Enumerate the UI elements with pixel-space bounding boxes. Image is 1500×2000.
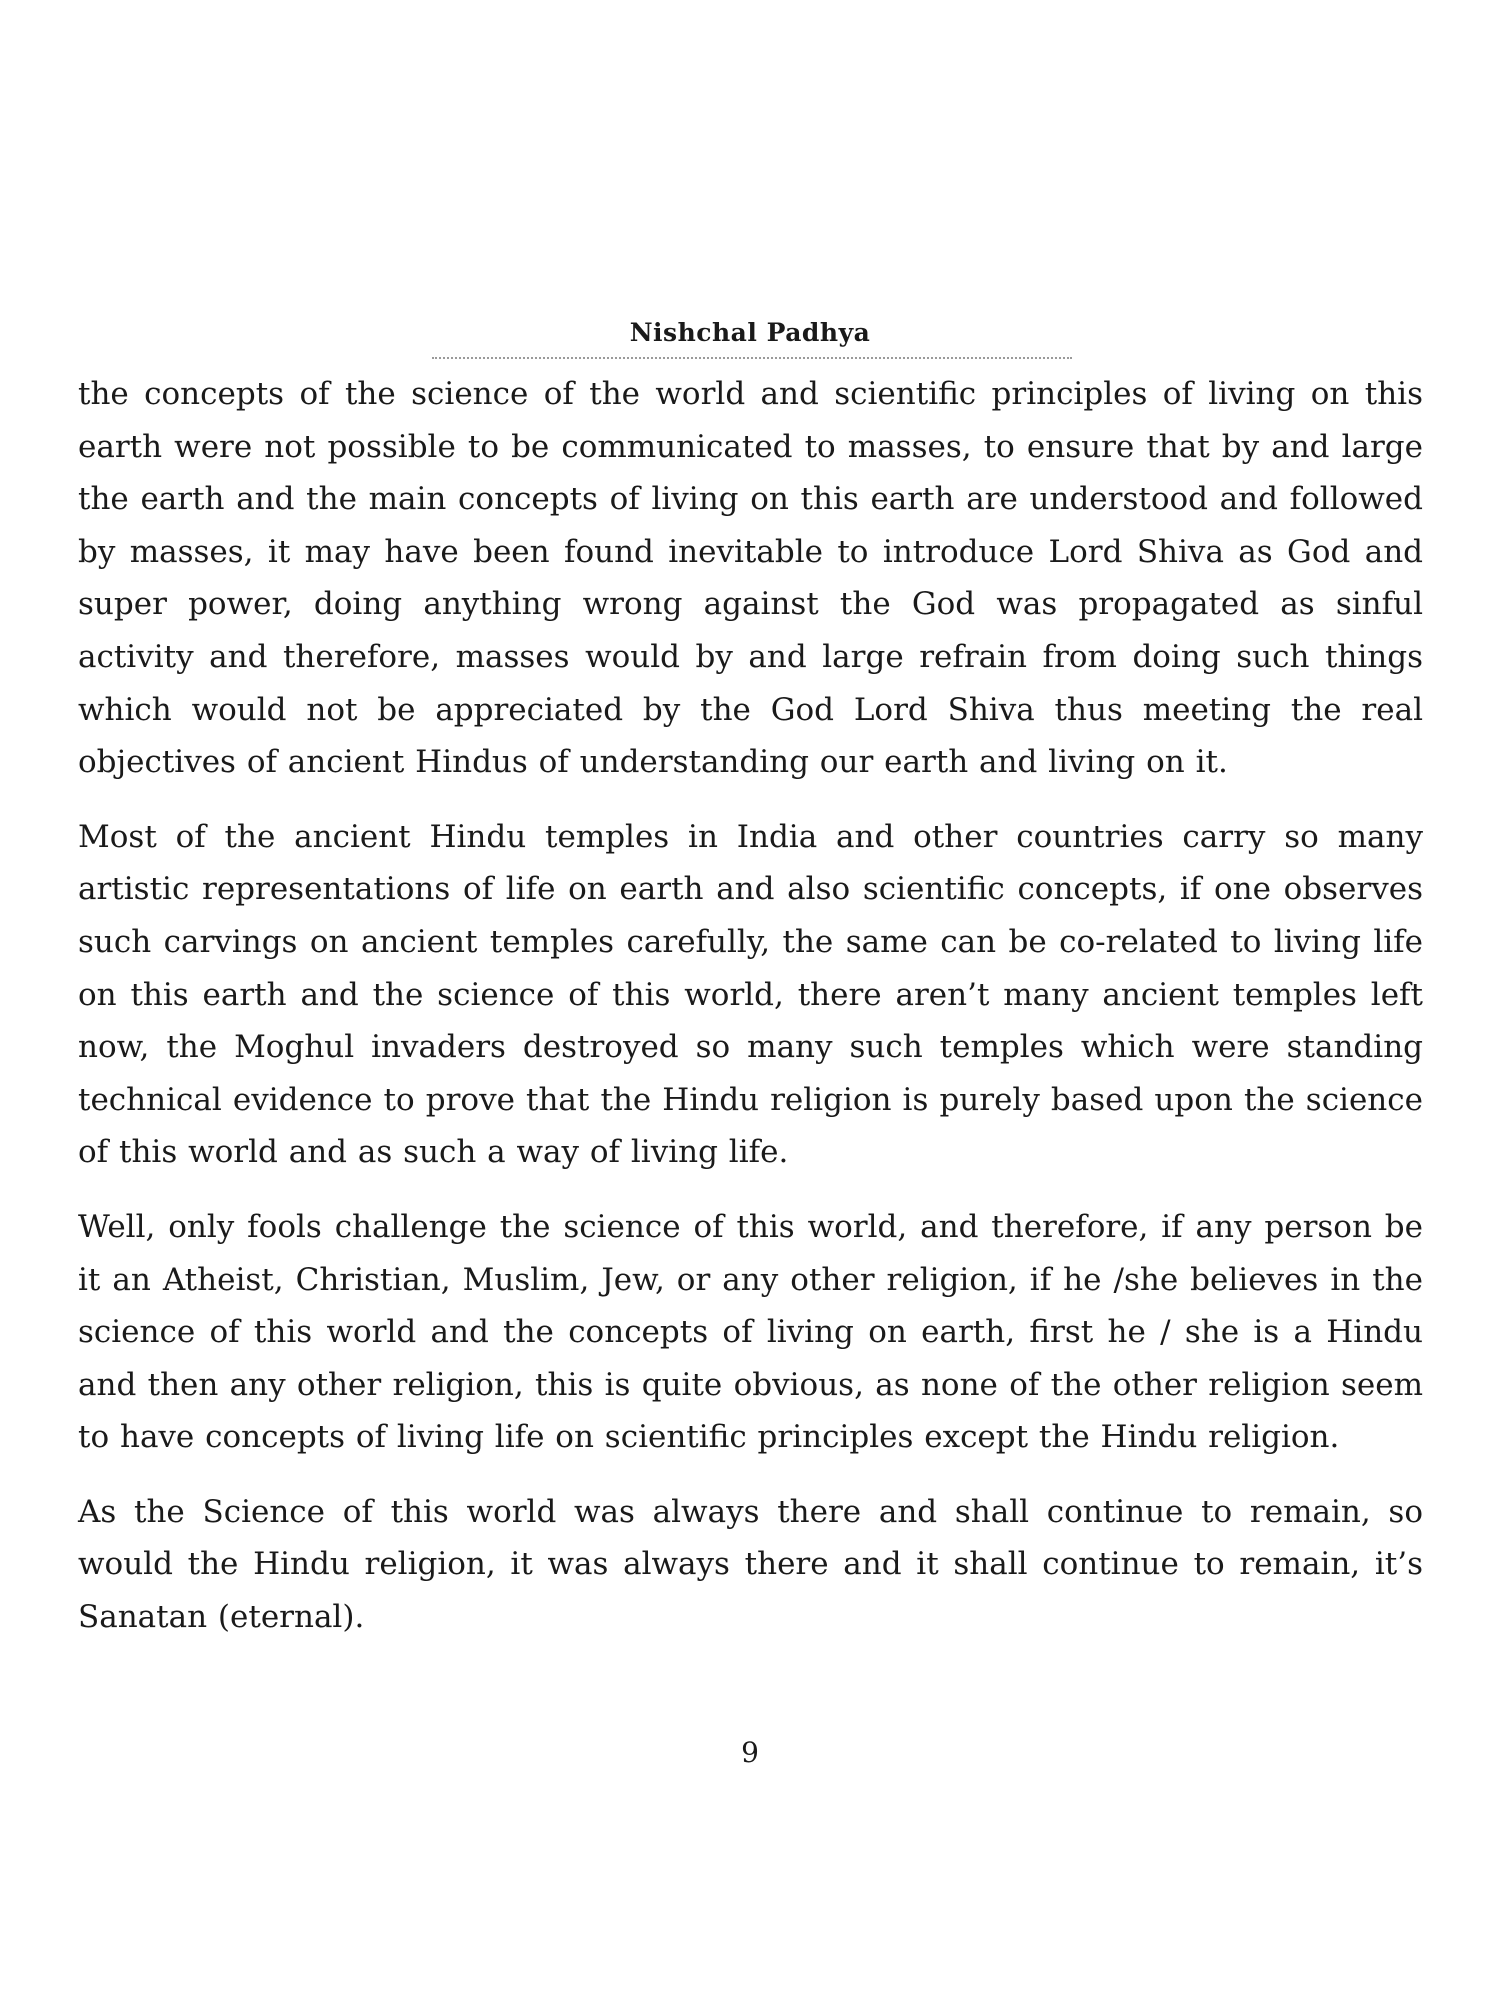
paragraph-4: As the Science of this world was always there and shall continue to remain, so would the Hindu religion, it was always there and it shall continue to remain, it’s Sanatan (eternal).: [78, 1493, 1423, 1636]
author-name: Nishchal Padhya: [629, 318, 871, 347]
running-header: [0, 318, 1500, 347]
header-dotted-rule: [432, 357, 1072, 359]
paragraph-1: the concepts of the science of the world and scientific principles of living on this earth were not possible to be communicated to masses, to ensure that by and large the earth and the main concepts of living on this earth are understood and followed by masses, it may have been found inevitable to introduce Lord Shiva as God and super power, doing anything wrong against the God was propagated as sinful activity and therefore, masses would by and large refrain from doing such things which would not be appreciated by the God Lord Shiva thus meeting the real objectives of ancient Hindus of understanding our earth and living on it.: [78, 376, 1423, 781]
body-text: [78, 368, 1423, 1666]
page-number: 9: [741, 1736, 759, 1769]
paragraph-2: Most of the ancient Hindu temples in India and other countries carry so many artistic representations of life on earth and also scientific concepts, if one observes such carvings on ancient temples carefully, the same can be co-related to living life on this earth and the science of this world, there aren’t many ancient temples left now, the Moghul invaders destroyed so many such temples which were standing technical evidence to prove that the Hindu religion is purely based upon the science of this world and as such a way of living life.: [78, 818, 1423, 1171]
paragraph-3: Well, only fools challenge the science of this world, and therefore, if any person be it an Atheist, Christian, Muslim, Jew, or any other religion, if he /she believes in the science of this world and the concepts of living on earth, first he / she is a Hindu and then any other religion, this is quite obvious, as none of the other religion seem to have concepts of living life on scientific principles except the Hindu religion.: [78, 1208, 1423, 1456]
